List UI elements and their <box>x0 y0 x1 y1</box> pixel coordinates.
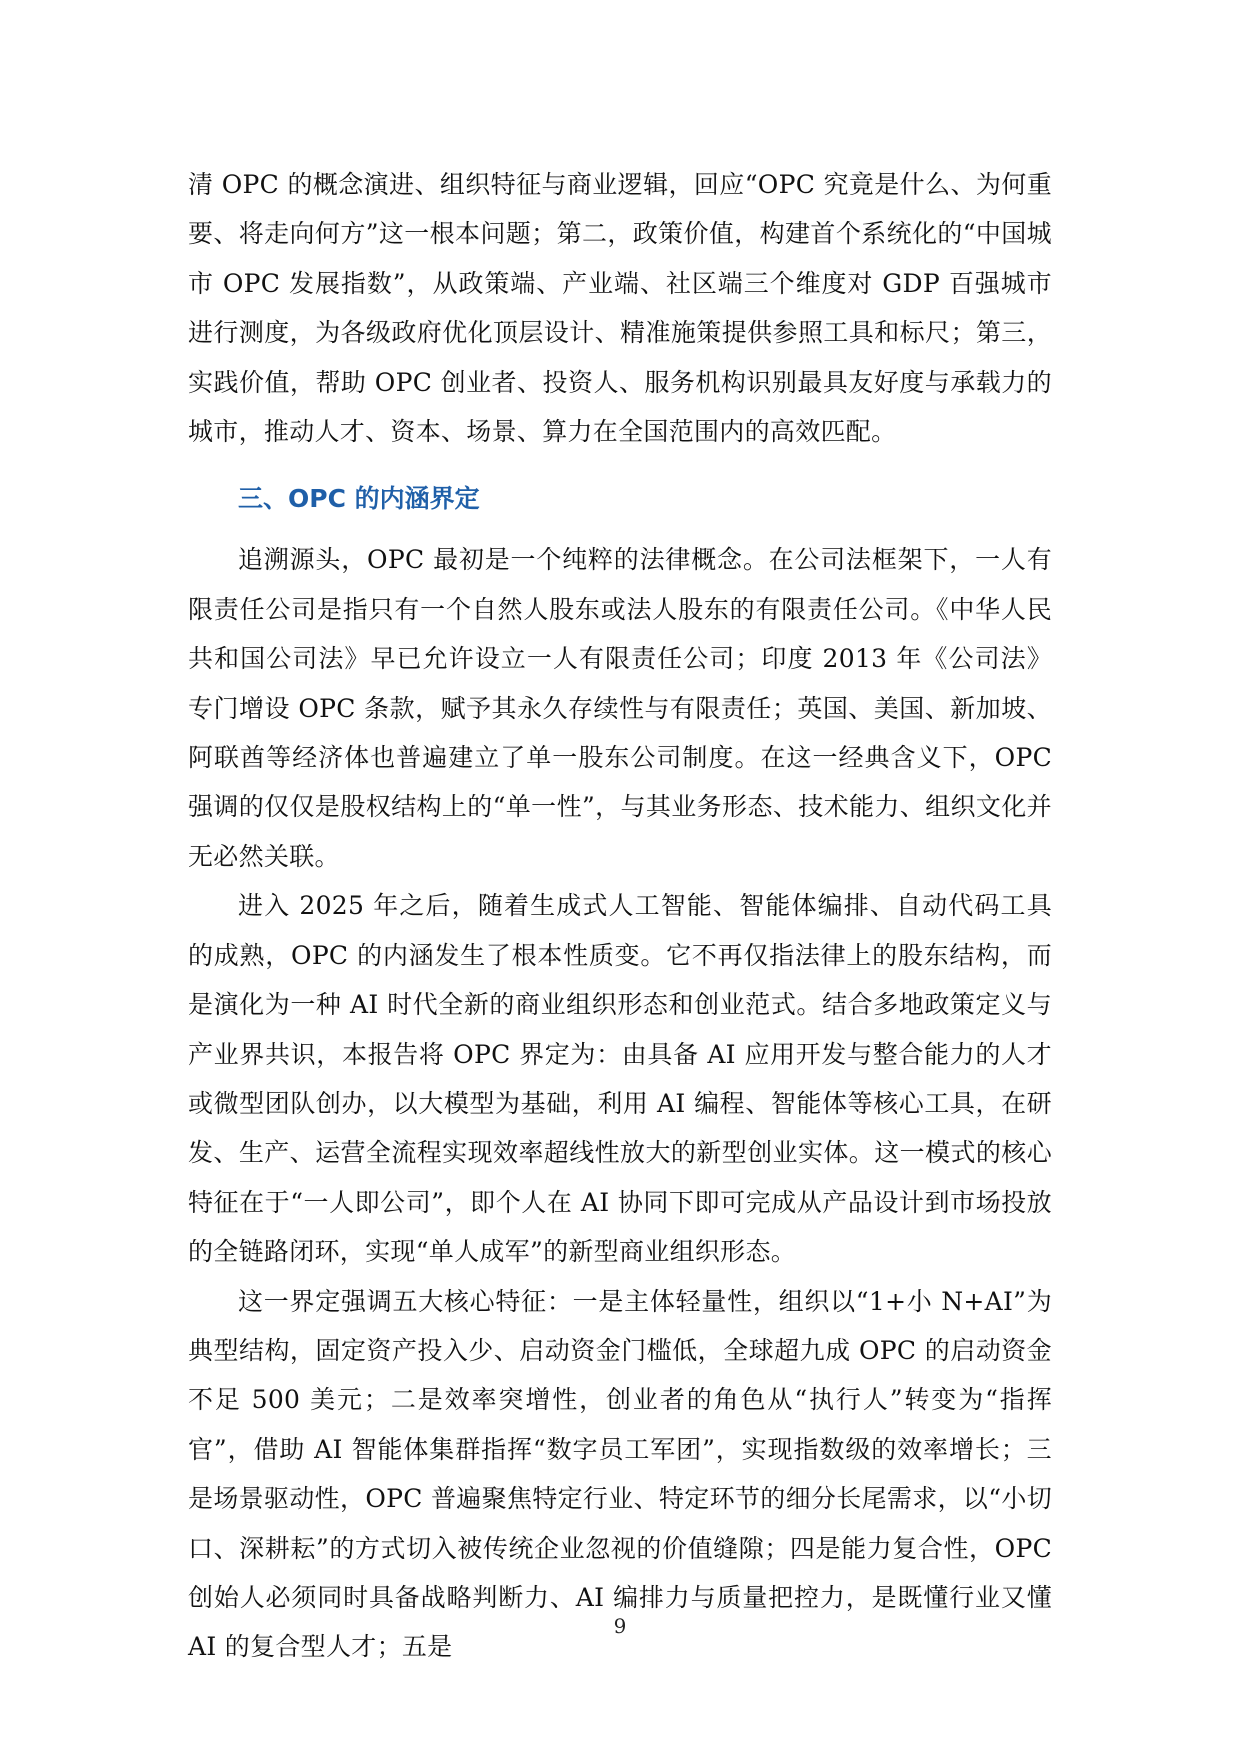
section-heading: 三、OPC 的内涵界定 <box>238 484 480 514</box>
paragraph-continued: 清 OPC 的概念演进、组织特征与商业逻辑，回应“OPC 究竟是什么、为何重要、将走向何方”这一根本问题；第二，政策价值，构建首个系统化的“中国城市 OPC 发展指数”，从政策端、产业端、社区端三个维度对 GDP 百强城市进行测度，为各级政府优化顶层设计、精准施策提供参照工具和标尺；第三，实践价值，帮助 OPC 创业者、投资人、服务机构识别最具友好度与承载力的城市，推动人才、资本、场景、算力在全国范围内的高效匹配。 <box>188 170 1052 447</box>
paragraph-five-features: 这一界定强调五大核心特征：一是主体轻量性，组织以“1+小 N+AI”为典型结构，固定资产投入少、启动资金门槛低，全球超九成 OPC 的启动资金不足 500 美元；二是效率突增性，创业者的角色从“执行人”转变为“指挥官”，借助 AI 智能体集群指挥“数字员工军团”，实现指数级的效率增长；三是场景驱动性，OPC 普遍聚焦特定行业、特定环节的细分长尾需求，以“小切口、深耕耘”的方式切入被传统企业忽视的价值缝隙；四是能力复合性，OPC 创始人必须同时具备战略判断力、AI 编排力与质量把控力，是既懂行业又懂 AI 的复合型人才；五是 <box>188 1286 1052 1662</box>
paragraph-ai-era-definition: 进入 2025 年之后，随着生成式人工智能、智能体编排、自动代码工具的成熟，OPC 的内涵发生了根本性质变。它不再仅指法律上的股东结构，而是演化为一种 AI 时代全新的商业组织形态和创业范式。结合多地政策定义与产业界共识，本报告将 OPC 界定为：由具备 AI 应用开发与整合能力的人才或微型团队创办，以大模型为基础，利用 AI 编程、智能体等核心工具，在研发、生产、运营全流程实现效率超线性放大的新型创业实体。这一模式的核心特征在于“一人即公司”，即个人在 AI 协同下即可完成从产品设计到市场投放的全链路闭环，实现“单人成军”的新型商业组织形态。 <box>188 891 1052 1267</box>
paragraph-legal-origin: 追溯源头，OPC 最初是一个纯粹的法律概念。在公司法框架下，一人有限责任公司是指只有一个自然人股东或法人股东的有限责任公司。《中华人民共和国公司法》早已允许设立一人有限责任公司；印度 2013 年《公司法》专门增设 OPC 条款，赋予其永久存续性与有限责任；英国、美国、新加坡、阿联酋等经济体也普遍建立了单一股东公司制度。在这一经典含义下，OPC 强调的仅仅是股权结构上的“单一性”，与其业务形态、技术能力、组织文化并无必然关联。 <box>188 545 1052 871</box>
page-number: 9 <box>613 1614 627 1638</box>
page-content <box>188 160 1052 1672</box>
